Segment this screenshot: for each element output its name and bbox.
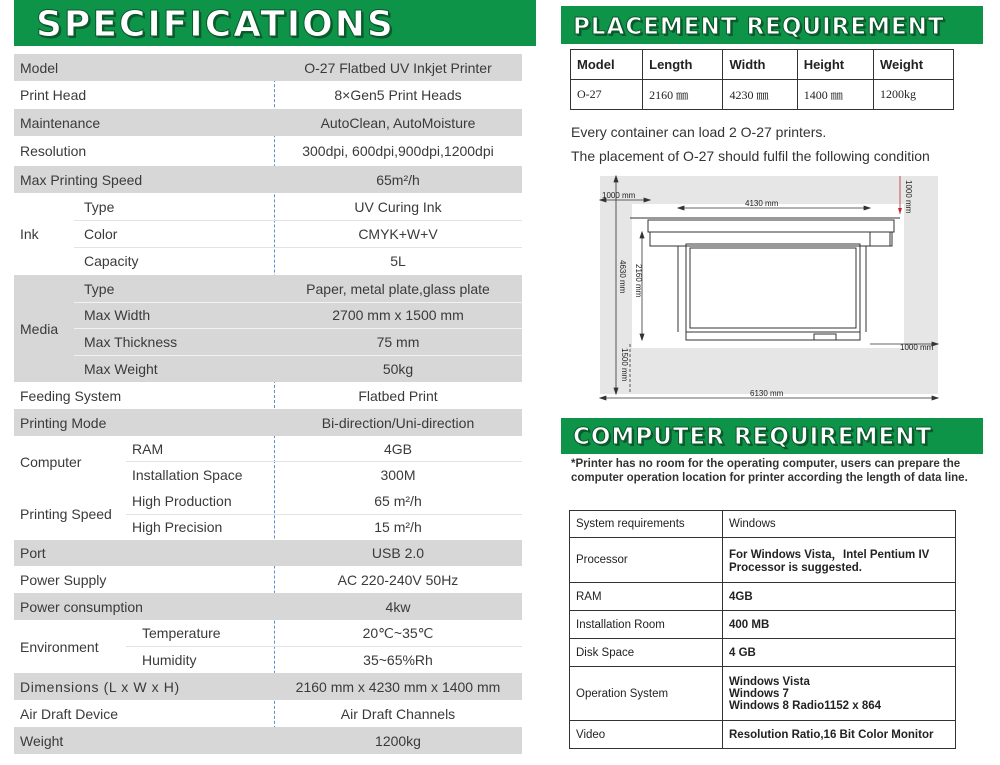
ink-group-label: Ink bbox=[20, 226, 39, 242]
placement-cell: 1400 ㎜ bbox=[797, 80, 873, 110]
req-value bbox=[723, 667, 956, 721]
os-line: Windows 8 Radio1152 x 864 bbox=[729, 699, 882, 712]
spec-value: 8×Gen5 Print Heads bbox=[334, 87, 462, 103]
os-line: Windows Vista bbox=[729, 675, 810, 688]
spec-value: CMYK+W+V bbox=[358, 225, 438, 242]
spec-value: 35~65%Rh bbox=[363, 651, 433, 668]
spec-row-power-consumption bbox=[14, 593, 522, 620]
spec-row-maintenance bbox=[14, 109, 522, 136]
placement-note-2: The placement of O-27 should fulfil the following condition bbox=[571, 148, 930, 164]
spec-value: 4kw bbox=[385, 598, 411, 615]
table-row bbox=[570, 511, 956, 538]
spec-label: Air Draft Device bbox=[20, 705, 119, 722]
row-divider bbox=[126, 646, 522, 647]
os-line: Windows 7 bbox=[729, 687, 789, 700]
placement-title: PLACEMENT REQUIREMENT bbox=[573, 14, 945, 40]
media-max-width-row bbox=[74, 302, 522, 328]
dim-right-margin: 1000 mm bbox=[900, 343, 934, 352]
spec-value: 15 m²/h bbox=[374, 519, 422, 535]
row-divider bbox=[126, 461, 522, 462]
spec-sublabel: Max Weight bbox=[84, 360, 158, 377]
environment-temperature-row bbox=[126, 620, 522, 646]
spec-value: 300dpi, 600dpi,900dpi,1200dpi bbox=[302, 143, 494, 159]
computer-title: COMPUTER REQUIREMENT bbox=[573, 424, 933, 450]
spec-row-dimensions bbox=[14, 673, 522, 700]
media-type-row bbox=[74, 275, 522, 302]
spec-row-power-supply bbox=[14, 566, 522, 593]
environment-humidity-row bbox=[126, 646, 522, 673]
row-divider bbox=[74, 355, 522, 356]
spec-value: 4GB bbox=[383, 440, 412, 457]
spec-row-resolution bbox=[14, 136, 522, 166]
spec-row-printing-mode bbox=[14, 409, 522, 436]
spec-sublabel: High Precision bbox=[132, 519, 223, 535]
dim-inner-height: 2160 mm bbox=[634, 264, 643, 298]
spec-sublabel: Color bbox=[84, 225, 118, 242]
spec-value: 75 mm bbox=[376, 333, 420, 350]
spec-label: Dimensions (L x W x H) bbox=[20, 678, 180, 695]
req-label: Video bbox=[570, 721, 723, 749]
spec-value: AutoClean, AutoMoisture bbox=[320, 114, 476, 131]
spec-sublabel: Temperature bbox=[142, 625, 221, 641]
req-value: Windows bbox=[723, 511, 956, 538]
spec-value: UV Curing Ink bbox=[354, 198, 442, 215]
spec-value: 5L bbox=[390, 253, 406, 269]
spec-label: Weight bbox=[20, 732, 64, 749]
spec-value: 65m²/h bbox=[376, 171, 420, 188]
dim-right-top: 1000 mm bbox=[904, 180, 913, 214]
spec-sublabel: RAM bbox=[132, 440, 164, 457]
placement-cell: 2160 ㎜ bbox=[643, 80, 723, 110]
placement-banner bbox=[561, 6, 983, 44]
placement-cell: 1200kg bbox=[873, 80, 953, 110]
specifications-banner bbox=[14, 0, 536, 46]
computer-ram-row bbox=[126, 436, 522, 461]
specifications-title: SPECIFICATIONS bbox=[36, 4, 395, 45]
placement-diagram bbox=[570, 168, 950, 404]
dim-inner-width: 4130 mm bbox=[745, 199, 779, 208]
placement-header-cell: Length bbox=[643, 50, 723, 80]
dim-bottom-margin: 1500 mm bbox=[620, 348, 629, 382]
computer-installation-space-row bbox=[126, 461, 522, 488]
req-value: For Windows Vista，Intel Pentium IV Processor is suggested. bbox=[723, 538, 956, 583]
placement-table bbox=[570, 49, 954, 110]
media-max-thickness-row bbox=[74, 328, 522, 355]
speed-high-production-row bbox=[126, 488, 522, 514]
spec-label: Power Supply bbox=[20, 571, 107, 588]
spec-row-weight bbox=[14, 727, 522, 754]
req-value: 4 GB bbox=[723, 639, 956, 667]
spec-sublabel: Humidity bbox=[142, 651, 197, 668]
spec-row-max-printing-speed bbox=[14, 166, 522, 193]
environment-group-label: Environment bbox=[20, 638, 99, 655]
computer-banner bbox=[561, 418, 983, 454]
spec-value: 20℃~35℃ bbox=[362, 624, 434, 641]
spec-value: USB 2.0 bbox=[371, 545, 425, 561]
row-divider bbox=[74, 328, 522, 329]
spec-value: AC 220-240V 50Hz bbox=[337, 571, 459, 588]
ink-type-row bbox=[74, 193, 522, 220]
dim-top-margin: 1000 mm bbox=[602, 191, 636, 200]
req-label: Installation Room bbox=[570, 611, 723, 639]
spec-value: 65 m²/h bbox=[374, 493, 422, 509]
req-value: Resolution Ratio,16 Bit Color Monitor bbox=[723, 721, 956, 749]
spec-sublabel: Capacity bbox=[84, 253, 139, 269]
computer-note: *Printer has no room for the operating computer, users can prepare the computer operation location for printer according the length of data line. bbox=[571, 458, 968, 484]
spec-label: Maintenance bbox=[20, 114, 101, 131]
spec-label: Resolution bbox=[20, 143, 87, 159]
spec-value: Flatbed Print bbox=[358, 387, 438, 404]
dim-overall-width: 6130 mm bbox=[750, 389, 784, 398]
spec-row-air-draft bbox=[14, 700, 522, 727]
row-divider bbox=[126, 514, 522, 515]
spec-value: 2160 mm x 4230 mm x 1400 mm bbox=[295, 678, 501, 695]
spec-sublabel: Max Width bbox=[84, 307, 151, 323]
media-group-label: Media bbox=[20, 320, 59, 337]
placement-data-row bbox=[571, 80, 954, 110]
spec-value: 2700 mm x 1500 mm bbox=[332, 307, 464, 323]
placement-cell: O-27 bbox=[571, 80, 643, 110]
placement-header-cell: Model bbox=[571, 50, 643, 80]
req-value: 4GB bbox=[723, 583, 956, 611]
req-label: RAM bbox=[570, 583, 723, 611]
placement-cell: 4230 ㎜ bbox=[723, 80, 797, 110]
spec-value: 1200kg bbox=[375, 732, 421, 749]
spec-sublabel: Max Thickness bbox=[84, 333, 178, 350]
table-row bbox=[570, 667, 956, 721]
spec-label: Printing Mode bbox=[20, 414, 107, 431]
ink-capacity-row bbox=[74, 247, 522, 275]
spec-sublabel: Type bbox=[84, 198, 115, 215]
row-divider bbox=[74, 302, 522, 303]
spec-row-model bbox=[14, 54, 522, 81]
req-label: System requirements bbox=[570, 511, 723, 538]
printer-clearance bbox=[632, 204, 904, 348]
req-label: Disk Space bbox=[570, 639, 723, 667]
row-divider bbox=[74, 247, 522, 248]
req-label: Operation System bbox=[570, 667, 723, 721]
table-row bbox=[570, 721, 956, 749]
spec-value: 50kg bbox=[382, 360, 414, 377]
spec-row-print-head bbox=[14, 81, 522, 109]
ink-color-row bbox=[74, 220, 522, 247]
spec-value: Bi-direction/Uni-direction bbox=[321, 414, 475, 431]
placement-header-cell: Height bbox=[797, 50, 873, 80]
printing-speed-group-label: Printing Speed bbox=[20, 506, 112, 522]
spec-label: Print Head bbox=[20, 87, 87, 103]
req-value: 400 MB bbox=[723, 611, 956, 639]
media-max-weight-row bbox=[74, 355, 522, 382]
spec-value: 300M bbox=[380, 466, 416, 483]
spec-sublabel: Type bbox=[84, 280, 115, 297]
placement-header-cell: Weight bbox=[873, 50, 953, 80]
spec-label: Power consumption bbox=[20, 598, 143, 615]
placement-header-row bbox=[571, 50, 954, 80]
computer-requirements-table bbox=[569, 510, 956, 749]
spec-value: Paper, metal plate,glass plate bbox=[306, 280, 490, 297]
spec-label: Port bbox=[20, 545, 46, 561]
spec-row-feeding-system bbox=[14, 382, 522, 409]
spec-label: Max Printing Speed bbox=[20, 171, 143, 188]
spec-value: O-27 Flatbed UV Inkjet Printer bbox=[304, 59, 492, 76]
req-label: Processor bbox=[570, 538, 723, 583]
spec-label: Model bbox=[20, 59, 59, 76]
computer-group-label: Computer bbox=[20, 454, 82, 470]
spec-value: Air Draft Channels bbox=[340, 705, 456, 722]
spec-sublabel: Installation Space bbox=[132, 466, 243, 483]
spec-sublabel: High Production bbox=[132, 493, 232, 509]
spec-row-port bbox=[14, 540, 522, 566]
table-row bbox=[570, 538, 956, 583]
table-row bbox=[570, 583, 956, 611]
speed-high-precision-row bbox=[126, 514, 522, 540]
spec-label: Feeding System bbox=[20, 387, 122, 404]
table-row bbox=[570, 611, 956, 639]
placement-note-1: Every container can load 2 O-27 printers. bbox=[571, 124, 827, 140]
dim-overall-height: 4630 mm bbox=[618, 260, 627, 294]
placement-header-cell: Width bbox=[723, 50, 797, 80]
table-row bbox=[570, 639, 956, 667]
row-divider bbox=[74, 220, 522, 221]
